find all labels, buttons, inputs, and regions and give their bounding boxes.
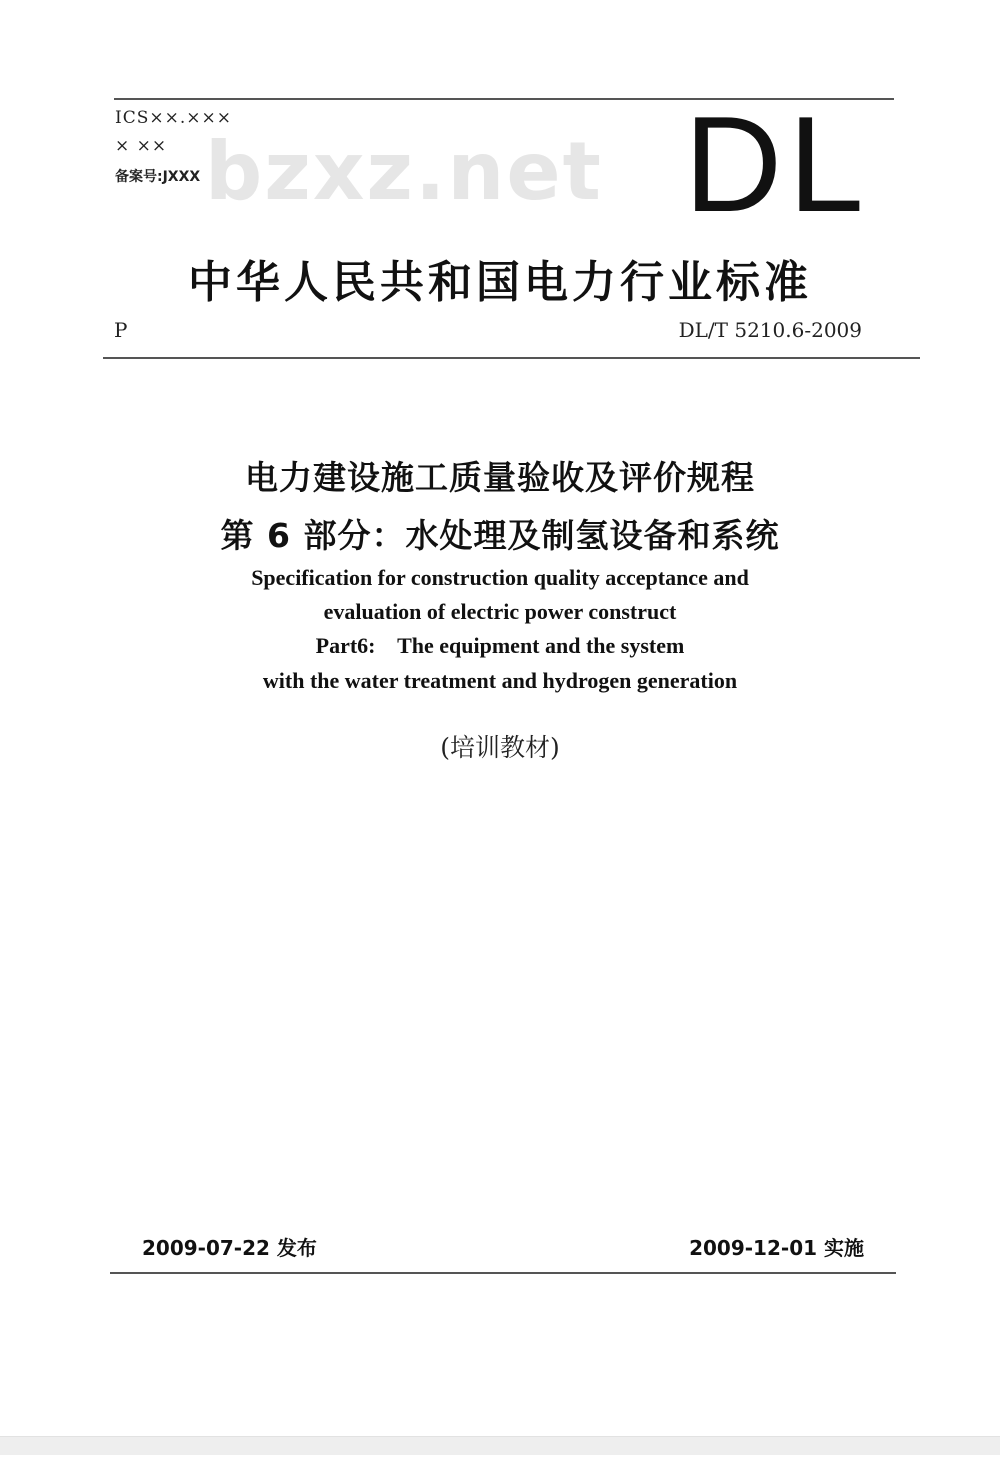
watermark: bzxz.net <box>205 125 603 218</box>
classification-code: P <box>114 318 128 342</box>
edition-note: (培训教材) <box>440 733 560 762</box>
cn-title-line-2: 第 6 部分：水处理及制氢设备和系统 <box>220 516 780 555</box>
implementation-date: 2009-12-01 实施 <box>689 1236 864 1260</box>
en-title-line-3: Part6: The equipment and the system <box>315 633 685 658</box>
en-title-line-2: evaluation of electric power construct <box>323 599 677 624</box>
dl-logo: DL <box>684 88 870 240</box>
ccs-code: × ×× <box>115 136 168 156</box>
en-title-line-4: with the water treatment and hydrogen generation <box>262 668 738 693</box>
header-rule <box>103 357 920 359</box>
footer-rule <box>110 1272 896 1274</box>
standard-number: DL/T 5210.6-2009 <box>678 318 862 342</box>
cn-title-line-1: 电力建设施工质量验收及评价规程 <box>245 458 755 497</box>
ics-code: ICS××.××× <box>115 108 232 128</box>
issue-date: 2009-07-22 发布 <box>142 1236 317 1260</box>
en-title-line-1: Specification for construction quality acceptance and <box>251 565 749 590</box>
standard-category-title: 中华人民共和国电力行业标准 <box>188 257 812 308</box>
filing-number: 备案号:JXXX <box>115 169 201 185</box>
page-bottom-band <box>0 1436 1000 1455</box>
